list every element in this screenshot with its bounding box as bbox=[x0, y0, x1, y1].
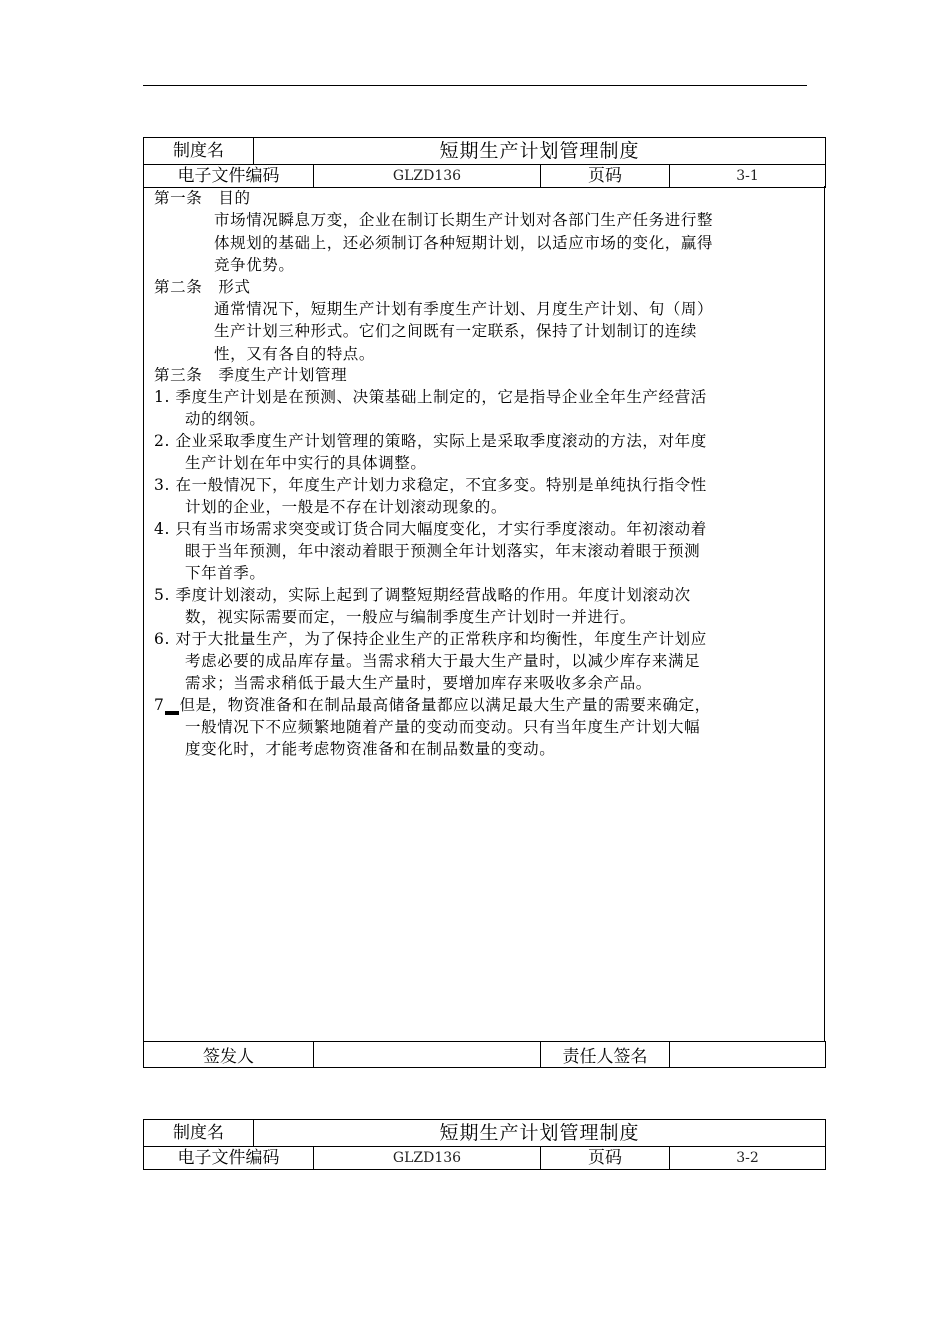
section-2-heading: 第二条 形式 bbox=[154, 278, 251, 296]
list-item-4-cont: 眼于当年预测，年中滚动着眼于预测全年计划落实，年末滚动着眼于预测 bbox=[185, 542, 701, 560]
list-item-1: 1. 季度生产计划是在预测、决策基础上制定的，它是指导企业全年生产经营活 bbox=[154, 388, 707, 406]
code-label: 电子文件编码 bbox=[144, 1147, 314, 1170]
section-1-heading: 第一条 目的 bbox=[154, 189, 251, 207]
list-item-5: 5. 季度计划滚动，实际上起到了调整短期经营战略的作用。年度计划滚动次 bbox=[154, 586, 691, 604]
code-value: GLZD136 bbox=[314, 165, 541, 188]
responsible-field[interactable] bbox=[670, 1042, 826, 1068]
document-title: 短期生产计划管理制度 bbox=[254, 1120, 826, 1147]
page-value: 3-1 bbox=[670, 165, 826, 188]
list-item-3: 3. 在一般情况下，年度生产计划力求稳定，不宜多变。特别是单纯执行指令性 bbox=[154, 476, 707, 494]
page-value: 3-2 bbox=[670, 1147, 826, 1170]
section-1-text: 体规划的基础上，还必须制订各种短期计划，以适应市场的变化，赢得 bbox=[214, 234, 714, 252]
responsible-label: 责任人签名 bbox=[541, 1042, 670, 1068]
list-item-1-cont: 动的纲领。 bbox=[185, 410, 266, 428]
list-item-4: 4. 只有当市场需求突变或订货合同大幅度变化，才实行季度滚动。年初滚动着 bbox=[154, 520, 707, 538]
code-label: 电子文件编码 bbox=[144, 165, 314, 188]
list-item-7-cont: 一般情况下不应频繁地随着产量的变动而变动。只有当年度生产计划大幅 bbox=[185, 718, 701, 736]
list-item-7-number: 7 bbox=[154, 696, 165, 714]
code-value: GLZD136 bbox=[314, 1147, 541, 1170]
name-label: 制度名 bbox=[144, 138, 254, 165]
page-label: 页码 bbox=[541, 1147, 670, 1170]
list-item-3-cont: 计划的企业，一般是不存在计划滚动现象的。 bbox=[185, 498, 508, 516]
section-1-text: 市场情况瞬息万变，企业在制订长期生产计划对各部门生产任务进行整 bbox=[214, 211, 714, 229]
list-item-2-cont: 生产计划在年中实行的具体调整。 bbox=[185, 454, 427, 472]
section-2-text: 生产计划三种形式。它们之间既有一定联系，保持了计划制订的连续 bbox=[214, 322, 698, 340]
list-item-4-cont: 下年首季。 bbox=[185, 564, 266, 582]
issuer-field[interactable] bbox=[314, 1042, 541, 1068]
page-label: 页码 bbox=[541, 165, 670, 188]
header-table-2 bbox=[143, 1119, 826, 1170]
signature-table bbox=[143, 1041, 826, 1068]
list-item-2: 2. 企业采取季度生产计划管理的策略，实际上是采取季度滚动的方法，对年度 bbox=[154, 432, 707, 450]
list-item-7-cont: 度变化时，才能考虑物资准备和在制品数量的变动。 bbox=[185, 740, 556, 758]
list-item-6-cont: 考虑必要的成品库存量。当需求稍大于最大生产量时，以减少库存来满足 bbox=[185, 652, 701, 670]
list-item-7 bbox=[154, 694, 711, 717]
list-item-5-cont: 数，视实际需要而定，一般应与编制季度生产计划时一并进行。 bbox=[185, 608, 636, 626]
issuer-label: 签发人 bbox=[144, 1042, 314, 1068]
text-cursor-mark bbox=[165, 711, 179, 715]
section-2-text: 性，又有各自的特点。 bbox=[214, 345, 376, 363]
section-1-text: 竞争优势。 bbox=[214, 256, 295, 274]
list-item-6: 6. 对于大批量生产，为了保持企业生产的正常秩序和均衡性，年度生产计划应 bbox=[154, 630, 707, 648]
header-table-1 bbox=[143, 137, 826, 188]
list-item-7-text: 但是，物资准备和在制品最高储备量都应以满足最大生产量的需要来确定， bbox=[179, 696, 711, 714]
section-3-heading: 第三条 季度生产计划管理 bbox=[154, 366, 348, 384]
section-2-text: 通常情况下，短期生产计划有季度生产计划、月度生产计划、旬（周） bbox=[214, 300, 714, 318]
document-title: 短期生产计划管理制度 bbox=[254, 138, 826, 165]
document-body bbox=[143, 186, 825, 1042]
list-item-6-cont: 需求；当需求稍低于最大生产量时，要增加库存来吸收多余产品。 bbox=[185, 674, 652, 692]
top-rule bbox=[143, 85, 807, 86]
name-label: 制度名 bbox=[144, 1120, 254, 1147]
